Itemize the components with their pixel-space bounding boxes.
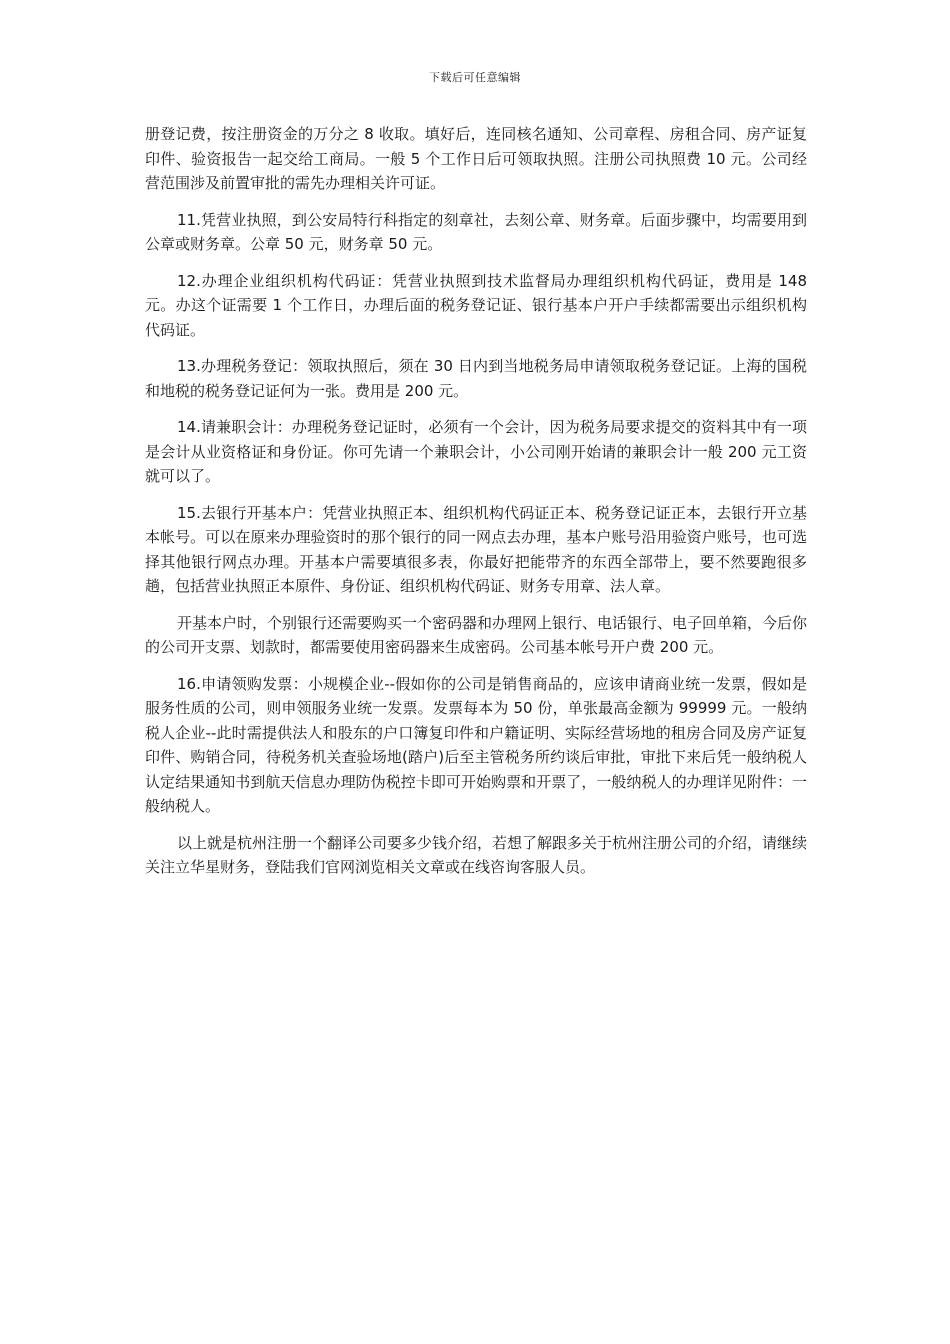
paragraph-step-16-invoices: 16.申请领购发票：小规模企业--假如你的公司是销售商品的，应该申请商业统一发票，假如是服务性质的公司，则申领服务业统一发票。发票每本为 50 份，单张最高金额为 99999 元。一般纳税人企业--此时需提供法人和股东的户口簿复印件和户籍证明、实际经营场地的租房合同及房产证复印件、购销合同，待税务机关查验场地(踏户)后至主管税务所约谈后审批，审批下来后凭一般纳税人认定结果通知书到航天信息办理防伪税控卡即可开始购票和开票了，一般纳税人的办理详见附件：一般纳税人。 (145, 674, 807, 815)
paragraph-step-12-org-code: 12.办理企业组织机构代码证：凭营业执照到技术监督局办理组织机构代码证，费用是 148 元。办这个证需要 1 个工作日，办理后面的税务登记证、银行基本户开户手续都需要出示组织机构代码证。 (145, 271, 807, 339)
document-body (145, 122, 807, 892)
paragraph-step-11-seals: 11.凭营业执照，到公安局特行科指定的刻章社，去刻公章、财务章。后面步骤中，均需要用到公章或财务章。公章 50 元，财务章 50 元。 (145, 210, 807, 253)
paragraph-closing: 以上就是杭州注册一个翻译公司要多少钱介绍，若想了解跟多关于杭州注册公司的介绍，请继续关注立华星财务，登陆我们官网浏览相关文章或在线咨询客服人员。 (145, 833, 808, 876)
paragraph-step-13-tax-registration: 13.办理税务登记：领取执照后，须在 30 日内到当地税务局申请领取税务登记证。上海的国税和地税的税务登记证何为一张。费用是 200 元。 (145, 357, 807, 400)
paragraph-step-14-accountant: 14.请兼职会计：办理税务登记证时，必须有一个会计，因为税务局要求提交的资料其中有一项是会计从业资格证和身份证。你可先请一个兼职会计，小公司刚开始请的兼职会计一般 200 元工资就可以了。 (145, 418, 807, 485)
paragraph-registration-fee: 册登记费，按注册资金的万分之 8 收取。填好后，连同核名通知、公司章程、房租合同、房产证复印件、验资报告一起交给工商局。一般 5 个工作日后可领取执照。注册公司执照费 10 元。公司经营范围涉及前置审批的需先办理相关许可证。 (145, 125, 807, 192)
page-header: 下载后可任意编辑 (429, 71, 521, 84)
paragraph-step-15-bank-account: 15.去银行开基本户：凭营业执照正本、组织机构代码证正本、税务登记证正本，去银行开立基本帐号。可以在原来办理验资时的那个银行的同一网点去办理，基本户账号沿用验资户账号，也可选择其他银行网点办理。开基本户需要填很多表，你最好把能带齐的东西全部带上，要不然要跑很多趟，包括营业执照正本原件、身份证、组织机构代码证、财务专用章、法人章。 (145, 503, 807, 595)
paragraph-bank-account-note: 开基本户时，个别银行还需要购买一个密码器和办理网上银行、电话银行、电子回单箱，今后你的公司开支票、划款时，都需要使用密码器来生成密码。公司基本帐号开户费 200 元。 (145, 613, 808, 656)
